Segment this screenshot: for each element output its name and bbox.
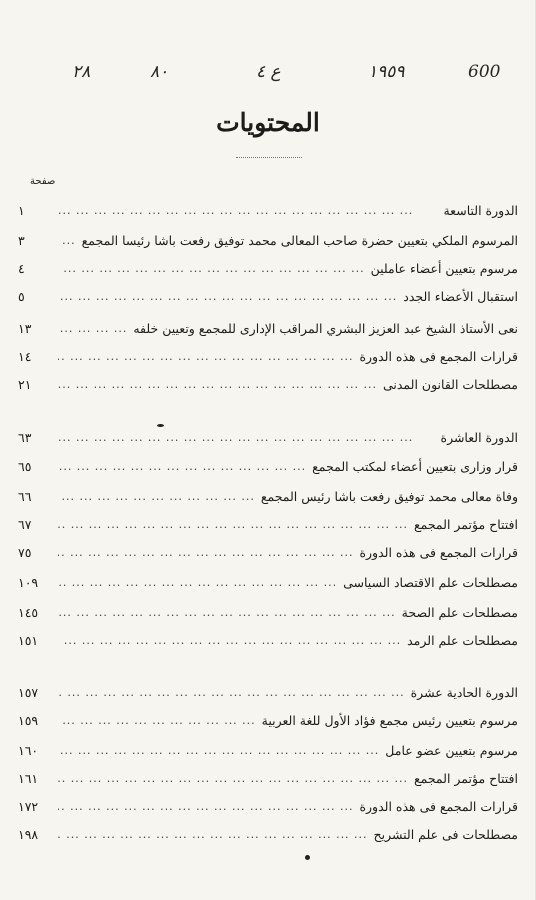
dot-leader [58, 824, 368, 846]
toc-entry-label: مصطلحات القانون المدنى [382, 377, 518, 392]
toc-section-heading [18, 682, 518, 704]
toc-entry-page: ٦٣ [18, 430, 32, 445]
dot-leader [58, 486, 255, 508]
toc-entry-label: استقبال الأعضاء الجدد [403, 289, 518, 304]
toc-entry-page: ١٥٩ [18, 713, 39, 728]
toc-entry-page: ١٦١ [18, 771, 39, 786]
toc-entry [18, 630, 518, 652]
toc-entry [18, 768, 518, 790]
toc-entry-page: ١٧٢ [18, 799, 39, 814]
title-divider [236, 157, 302, 158]
toc-entry [18, 514, 518, 536]
dot-leader [58, 374, 377, 396]
toc-entry-page: ١٦٠ [18, 743, 39, 758]
toc-entry [18, 374, 518, 396]
toc-entry-label: مرسوم بتعيين عضو عامل [385, 743, 518, 758]
dot-leader [58, 318, 127, 340]
ink-dot [305, 855, 310, 860]
toc-entry [18, 258, 518, 280]
toc-entry-page: ٧٥ [18, 545, 32, 560]
toc-entry-label: قرار وزارى بتعيين أعضاء لمكتب المجمع [312, 459, 518, 474]
dot-leader [58, 514, 408, 536]
toc-entry [18, 602, 518, 624]
toc-entry-label: الدورة التاسعة [443, 203, 518, 218]
toc-entry-label: مصطلحات علم الاقتصاد السياسى [343, 575, 518, 590]
dot-leader [58, 630, 401, 652]
toc-entry-page: ٦٧ [18, 517, 32, 532]
toc-entry-page: ١٠٩ [18, 575, 39, 590]
handwritten-note-4: ١٩٥٩ [368, 62, 405, 82]
toc-entry [18, 318, 518, 340]
toc-entry-label: افتتاح مؤتمر المجمع [413, 771, 518, 786]
handwritten-note-2: ٨٠ [150, 62, 169, 82]
toc-entry-page: ٤ [18, 261, 25, 276]
dot-leader [58, 200, 437, 222]
toc-entry-page: ١٩٨ [18, 827, 39, 842]
toc-entry-page: ٦٦ [18, 489, 32, 504]
toc-entry [18, 572, 518, 594]
toc-entry-label: مرسوم بتعيين أعضاء عاملين [370, 261, 518, 276]
toc-entry [18, 542, 518, 564]
toc-entry-page: ٢١ [18, 377, 32, 392]
page-title: المحتويات [216, 108, 320, 137]
toc-entry [18, 286, 518, 308]
dot-leader [58, 602, 396, 624]
toc-entry-label: مصطلحات فى علم التشريح [373, 827, 518, 842]
toc-entry-page: ٦٥ [18, 459, 32, 474]
toc-section-heading [18, 200, 518, 222]
toc-entry [18, 710, 518, 732]
ink-mark [157, 424, 164, 427]
dot-leader [58, 542, 353, 564]
dot-leader [58, 346, 353, 368]
dot-leader [58, 710, 256, 732]
toc-entry-label: المرسوم الملكي بتعيين حضرة صاحب المعالى محمد توفيق رفعت باشا رئيسا المجمع [81, 233, 518, 248]
toc-entry [18, 230, 518, 252]
dot-leader [58, 740, 379, 762]
toc-entry-page: ٥ [18, 289, 25, 304]
toc-entry-page: ١٣ [18, 321, 32, 336]
toc-entry-label: مصطلحات علم الصحة [401, 605, 518, 620]
dot-leader [58, 230, 76, 252]
handwritten-note-3: ع ٤ [256, 62, 281, 82]
toc-entry [18, 796, 518, 818]
toc-entry-label: وفاة معالى محمد توفيق رفعت باشا رئيس المجمع [260, 489, 518, 504]
dot-leader [58, 768, 408, 790]
page-column-header: صفحة [30, 176, 56, 187]
toc-entry-page: ٣ [18, 233, 25, 248]
toc-entry [18, 456, 518, 478]
handwritten-note-5: 600 [468, 62, 501, 82]
dot-leader [58, 456, 306, 478]
toc-entry-label: الدورة الحادية عشرة [410, 685, 518, 700]
dot-leader [58, 258, 365, 280]
dot-leader [58, 572, 337, 594]
dot-leader [58, 427, 435, 449]
toc-entry-label: قرارات المجمع فى هذه الدورة [359, 545, 518, 560]
toc-entry-page: ١٤٥ [18, 605, 39, 620]
toc-entry-label: نعى الأستاذ الشيخ عبد العزيز البشري المراقب الإدارى للمجمع وتعيين خلفه [133, 321, 518, 336]
toc-entry-page: ١٤ [18, 349, 32, 364]
dot-leader [58, 286, 397, 308]
dot-leader [58, 796, 353, 818]
handwritten-note-1: ٢٨ [72, 62, 91, 82]
toc-entry-page: ١٥٧ [18, 685, 39, 700]
toc-entry-label: الدورة العاشرة [440, 430, 518, 445]
toc-entry-label: مصطلحات علم الرمد [407, 633, 518, 648]
toc-entry-label: قرارات المجمع فى هذه الدورة [359, 799, 518, 814]
toc-entry [18, 824, 518, 846]
toc-entry [18, 486, 518, 508]
toc-entry-label: افتتاح مؤتمر المجمع [413, 517, 518, 532]
toc-entry-label: مرسوم بتعيين رئيس مجمع فؤاد الأول للغة العربية [261, 713, 518, 728]
toc-entry [18, 346, 518, 368]
toc-entry-page: ١٥١ [18, 633, 39, 648]
toc-section-heading [18, 427, 518, 449]
toc-entry-label: قرارات المجمع فى هذه الدورة [359, 349, 518, 364]
toc-entry-page: ١ [18, 203, 25, 218]
dot-leader [58, 682, 405, 704]
toc-entry [18, 740, 518, 762]
